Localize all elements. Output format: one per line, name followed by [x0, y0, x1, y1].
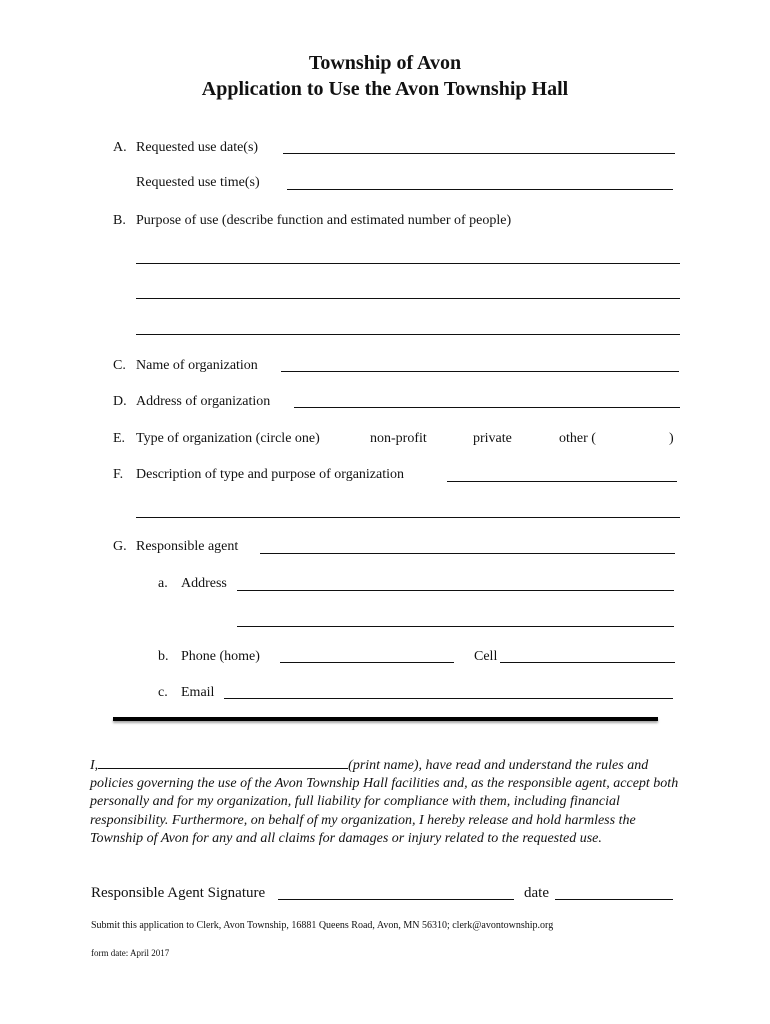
org-name-field[interactable]: [281, 371, 679, 372]
purpose-field-line-1[interactable]: [136, 263, 680, 264]
responsible-agent-label: Responsible agent: [136, 539, 239, 554]
date-field[interactable]: [555, 899, 673, 900]
agent-cell-label: Cell: [474, 649, 498, 664]
item-marker-c: C.: [113, 358, 126, 373]
item-marker-e: E.: [113, 431, 126, 446]
agent-phone-label: Phone (home): [181, 649, 260, 664]
agent-phone-field[interactable]: [280, 662, 454, 663]
org-type-label: Type of organization (circle one): [136, 431, 320, 446]
date-label: date: [524, 885, 549, 901]
requested-date-field[interactable]: [283, 153, 675, 154]
requested-time-field[interactable]: [287, 189, 673, 190]
responsible-agent-field[interactable]: [260, 553, 675, 554]
org-address-field[interactable]: [294, 407, 680, 408]
agent-address-field[interactable]: [237, 590, 674, 591]
section-divider: [113, 717, 658, 721]
requested-date-label: Requested use date(s): [136, 140, 259, 155]
item-marker-gb: b.: [158, 649, 169, 664]
org-type-option-nonprofit[interactable]: non-profit: [370, 431, 427, 446]
purpose-field-line-3[interactable]: [136, 334, 680, 335]
org-type-other-close: ): [669, 431, 674, 446]
agent-email-label: Email: [181, 685, 215, 700]
item-marker-b: B.: [113, 213, 126, 228]
purpose-field-line-2[interactable]: [136, 298, 680, 299]
item-marker-d: D.: [113, 394, 127, 409]
declaration-prefix: I,: [90, 758, 99, 773]
requested-time-label: Requested use time(s): [136, 175, 260, 190]
org-type-option-other[interactable]: other (: [559, 431, 596, 446]
item-marker-ga: a.: [158, 576, 168, 591]
org-name-label: Name of organization: [136, 358, 258, 373]
print-name-field[interactable]: [98, 756, 348, 769]
page-subtitle: Application to Use the Avon Township Hall: [201, 78, 569, 100]
agent-email-field[interactable]: [224, 698, 673, 699]
item-marker-a: A.: [113, 140, 127, 155]
signature-field[interactable]: [278, 899, 514, 900]
org-type-option-private[interactable]: private: [473, 431, 512, 446]
org-description-label: Description of type and purpose of organization: [136, 467, 405, 482]
org-description-field-line-2[interactable]: [136, 517, 680, 518]
agent-cell-field[interactable]: [500, 662, 675, 663]
agent-address-label: Address: [181, 576, 227, 591]
item-marker-f: F.: [113, 467, 124, 482]
submit-instructions: Submit this application to Clerk, Avon Township, 16881 Queens Road, Avon, MN 56310; clerk@avontownship.org: [91, 920, 554, 931]
page-title: Township of Avon: [308, 52, 462, 74]
signature-label: Responsible Agent Signature: [91, 885, 266, 901]
item-marker-gc: c.: [158, 685, 168, 700]
org-description-field[interactable]: [447, 481, 677, 482]
agent-address-field-line-2[interactable]: [237, 626, 674, 627]
form-date: form date: April 2017: [91, 948, 170, 958]
purpose-label: Purpose of use (describe function and estimated number of people): [136, 213, 512, 228]
org-address-label: Address of organization: [136, 394, 271, 409]
declaration-paragraph: [90, 756, 690, 848]
item-marker-g: G.: [113, 539, 127, 554]
declaration-text: (print name), have read and understand the rules and policies governing the use of the Avon Township Hall facilities and, as the responsible agent, accept both personally and for my organization, full liability for compliance with them, including financial responsibility. Furthermore, on behalf of my organization, I hereby release and hold harmless the Township of Avon for any and all claims for damages or injury related to the requested use.: [90, 758, 679, 846]
